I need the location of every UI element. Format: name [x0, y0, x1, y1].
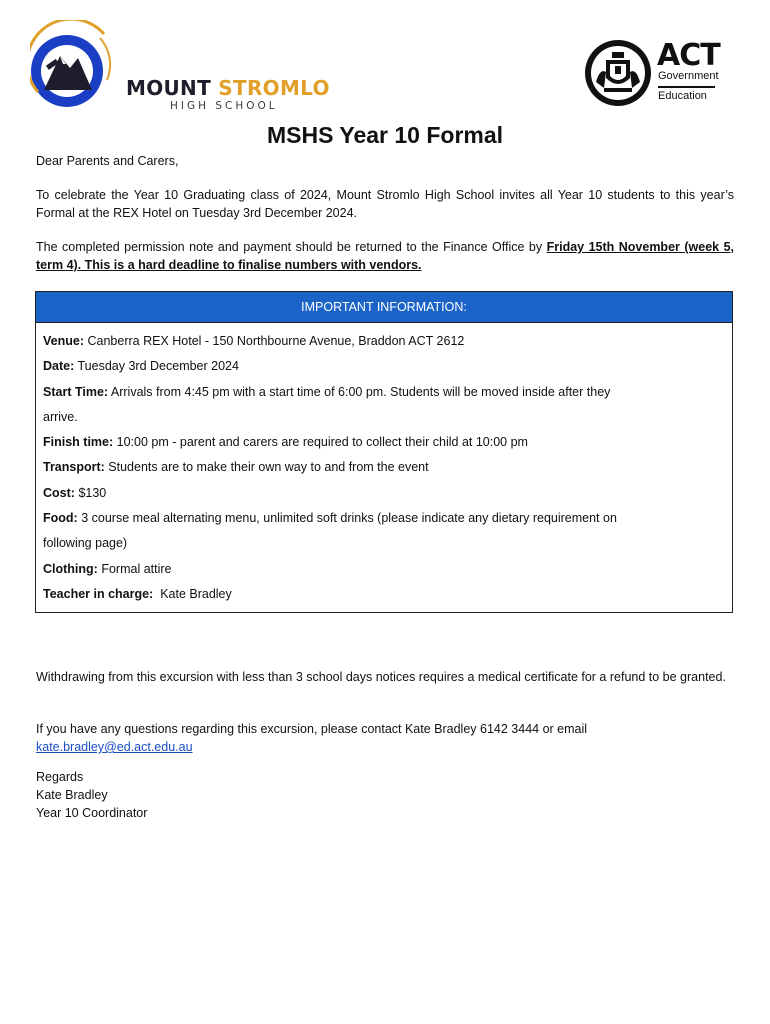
school-name-part1: MOUNT: [126, 76, 212, 100]
info-transport: [43, 455, 724, 480]
school-name-part2: STROMLO: [218, 76, 330, 100]
info-header: IMPORTANT INFORMATION:: [36, 292, 732, 323]
food-label: Food:: [43, 511, 78, 526]
school-name: [126, 76, 330, 100]
cost-label: Cost:: [43, 485, 75, 500]
clothing-value: Formal attire: [101, 561, 172, 576]
info-food: [43, 506, 724, 531]
start-value: Arrivals from 4:45 pm with a start time of 6:00 pm. Students will be moved inside after they: [110, 384, 611, 399]
teacher-label: Teacher in charge:: [43, 586, 154, 601]
act-crest-icon: [584, 38, 654, 110]
salutation: Dear Parents and Carers,: [36, 154, 179, 168]
info-food-cont: following page): [43, 536, 128, 551]
info-start-time-cont: arrive.: [43, 409, 78, 424]
signer-name: Kate Bradley: [36, 788, 108, 802]
transport-label: Transport:: [43, 460, 105, 475]
cost-value: $130: [78, 485, 107, 500]
act-wordmark: ACT: [657, 38, 720, 73]
questions-text: If you have any questions regarding this excursion, please contact Kate Bradley 6142 3444 or email: [36, 722, 588, 736]
payment-deadline: Friday 15th November (week 5, term 4). This is a hard deadline to finalise numbers with vendors.: [36, 240, 734, 272]
start-label: Start Time:: [43, 384, 109, 399]
act-divider: [658, 86, 715, 88]
finish-value: 10:00 pm - parent and carers are required to collect their child at 10:00 pm: [116, 435, 528, 450]
finish-label: Finish time:: [43, 435, 114, 450]
food-value: 3 course meal alternating menu, unlimited soft drinks (please indicate any dietary requirement on: [81, 511, 617, 526]
info-finish-time: [43, 430, 724, 455]
venue-label: Venue:: [43, 334, 84, 348]
important-info-box: [35, 291, 733, 613]
act-government-logo: [584, 38, 734, 110]
info-start-time: [43, 380, 724, 405]
payment-paragraph: [36, 238, 734, 274]
school-subtitle: HIGH SCHOOL: [170, 100, 278, 112]
info-clothing: [43, 557, 724, 582]
school-logo: [30, 20, 330, 120]
regards: Regards: [36, 770, 84, 784]
info-cost: [43, 481, 724, 506]
transport-value: Students are to make their own way to and from the event: [108, 460, 429, 475]
questions-paragraph: [36, 720, 734, 756]
sign-off: [36, 768, 734, 822]
info-venue: [43, 329, 724, 354]
intro-paragraph: To celebrate the Year 10 Graduating class of 2024, Mount Stromlo High School invites all Year 10 students to this year’s Formal at the REX Hotel on Tuesday 3rd December 2024.: [36, 188, 734, 220]
info-list: [36, 323, 732, 607]
info-teacher: [43, 582, 724, 607]
date-label: Date:: [43, 359, 75, 374]
date-value: Tuesday 3rd December 2024: [77, 359, 239, 374]
clothing-label: Clothing:: [43, 561, 98, 576]
withdraw-paragraph: Withdrawing from this excursion with less than 3 school days notices requires a medical certificate for a refund to be granted.: [36, 670, 726, 684]
act-government-text: Government: [658, 70, 719, 82]
info-date: [43, 354, 724, 379]
contact-email-link[interactable]: kate.bradley@ed.act.edu.au: [36, 740, 193, 754]
mountain-emblem-icon: [30, 20, 140, 120]
venue-value: Canberra REX Hotel - 150 Northbourne Avenue, Braddon ACT 2612: [87, 334, 465, 348]
page-title: MSHS Year 10 Formal: [266, 122, 504, 148]
payment-text: The completed permission note and payment should be returned to the Finance Office by: [36, 240, 547, 254]
signer-role: Year 10 Coordinator: [36, 806, 148, 820]
act-education-text: Education: [658, 90, 707, 102]
teacher-value: Kate Bradley: [160, 586, 232, 601]
